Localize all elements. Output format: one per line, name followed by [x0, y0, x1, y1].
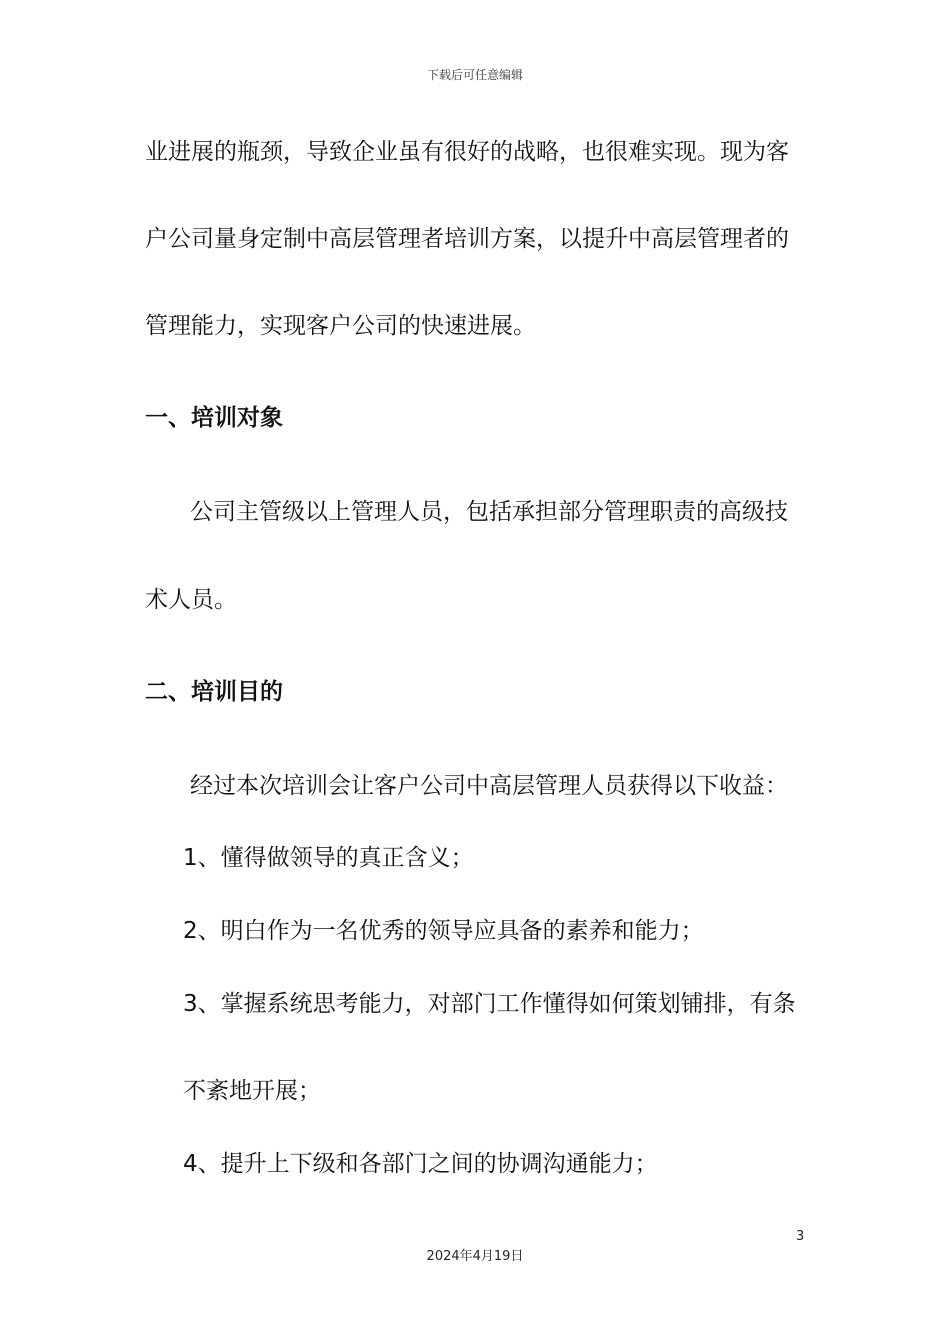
page-number: 3 — [796, 1229, 805, 1244]
list-item: 2、明白作为一名优秀的领导应具备的素养和能力； — [183, 918, 704, 944]
section1-line-2: 术人员。 — [145, 587, 237, 613]
list-item: 1、懂得做领导的真正含义； — [183, 845, 474, 871]
section2-lead: 经过本次培训会让客户公司中高层管理人员获得以下收益： — [190, 773, 788, 799]
page-header: 下载后可任意编辑 — [426, 68, 523, 82]
intro-line-1: 业进展的瓶颈，导致企业虽有很好的战略，也很难实现。现为客 — [145, 139, 789, 165]
section1-heading: 一、培训对象 — [145, 405, 283, 431]
intro-line-3: 管理能力，实现客户公司的快速进展。 — [145, 313, 536, 339]
footer-date: 2024年4月19日 — [426, 1249, 524, 1264]
intro-line-2: 户公司量身定制中高层管理者培训方案，以提升中高层管理者的 — [145, 226, 789, 252]
list-item: 4、提升上下级和各部门之间的协调沟通能力； — [183, 1151, 658, 1177]
list-item: 3、掌握系统思考能力，对部门工作懂得如何策划铺排，有条 — [183, 991, 796, 1017]
section1-line-1: 公司主管级以上管理人员，包括承担部分管理职责的高级技 — [190, 499, 788, 525]
list-item-continuation: 不紊地开展； — [183, 1078, 321, 1104]
section2-heading: 二、培训目的 — [145, 679, 283, 705]
